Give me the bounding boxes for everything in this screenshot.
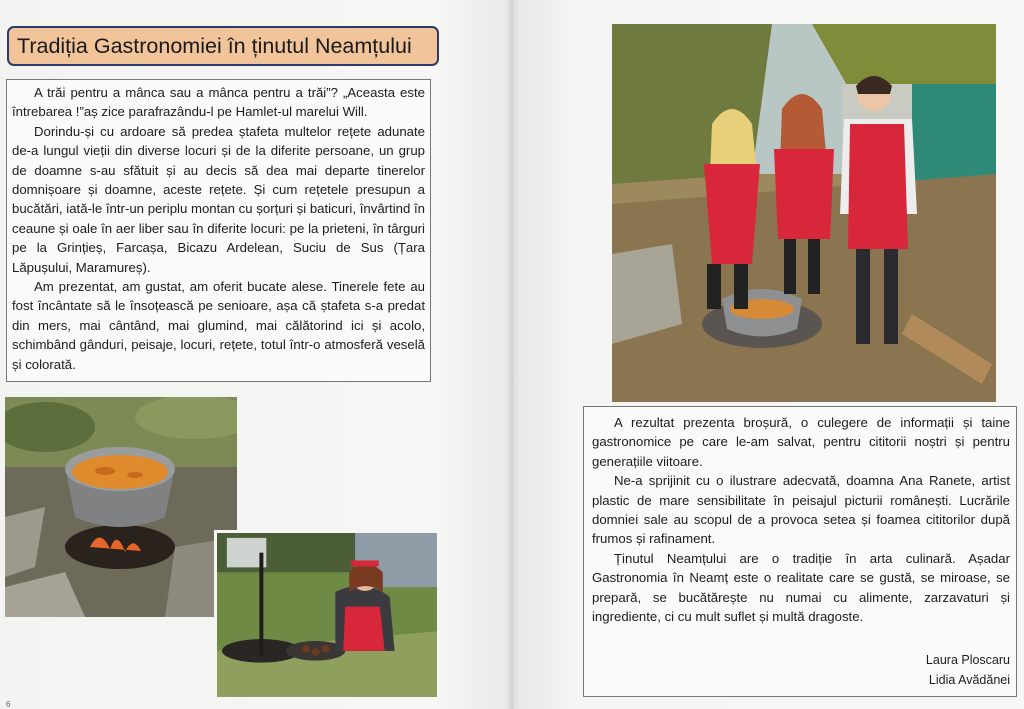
intro-text-box [6,79,431,382]
paragraph: A trăi pentru a mânca sau a mânca pentru a trăi”? „Aceasta este întrebarea !”aș zice parafrazându-l pe Hamlet-ul marelui Will. [12,85,425,120]
woman-roasting-chestnuts-photo [214,530,437,697]
closing-text-box [583,406,1017,697]
paragraph: Dorindu-și cu ardoare să predea ștafeta multelor rețete adunate de-a lungul vieții din diverse locuri și de la diferite persoane, un grup de doamne s-au sfătuit și au decis să dea mai departe tinerelor domnișoare și doamne, aceste rețete. Și cum rețetele presupun a bucătări, iată-le într-un periplu montan cu șorțuri și baticuri, învârtind în ceaune și oale în aer liber sau în diferite locuri: pe la prieteni, în târguri pe la Grințieș, Farcașa, Bicazu Ardelean, Suciu de Sus (Țara Lăpușului, Maramureș). [12,123,425,275]
page-title: Tradiția Gastronomiei în ținutul Neamțului [7,26,439,66]
book-gutter [506,0,520,709]
paragraph: A rezultat prezenta broșură, o culegere de informații și taine gastronomice pe care le-am salvat, pentru cititorii noștri și pentru generațiile viitoare. [592,415,1010,469]
cauldron-soup-photo [5,397,237,617]
author-signature: Lidia Avădănei [928,673,1010,687]
author-signature: Laura Ploscaru [925,653,1010,667]
page-number: 6 [6,700,11,709]
three-cooks-in-aprons-photo [612,24,996,402]
signatures [926,650,1010,690]
paragraph: Am prezentat, am gustat, am oferit bucate alese. Tinerele fete au fost încântate să le însoțească pe senioare, așa că ștafeta s-a predat din mers, mai cântând, mai glumind, mai călătorind ici și acolo, schimbând gânduri, peisaje, locuri, rețete, totul într-o atmosferă veselă și colorată. [12,279,425,372]
paragraph: Ne-a sprijinit cu o ilustrare adecvată, doamna Ana Ranete, artist plastic de mare sensibilitate în peisajul picturii românești. Lucrările domniei sale au scopul de a provoca setea și foamea cititorilor după frumos și rafinament. [592,473,1010,547]
paragraph: Ținutul Neamțului are o tradiție în arta culinară. Așadar Gastronomia în Neamț este o realitate care se gustă, se miroase, se prepară, se bucătărește nu numai cu alimente, zarzavaturi și ingrediente, ci cu mult suflet și multă dragoste. [592,550,1010,625]
